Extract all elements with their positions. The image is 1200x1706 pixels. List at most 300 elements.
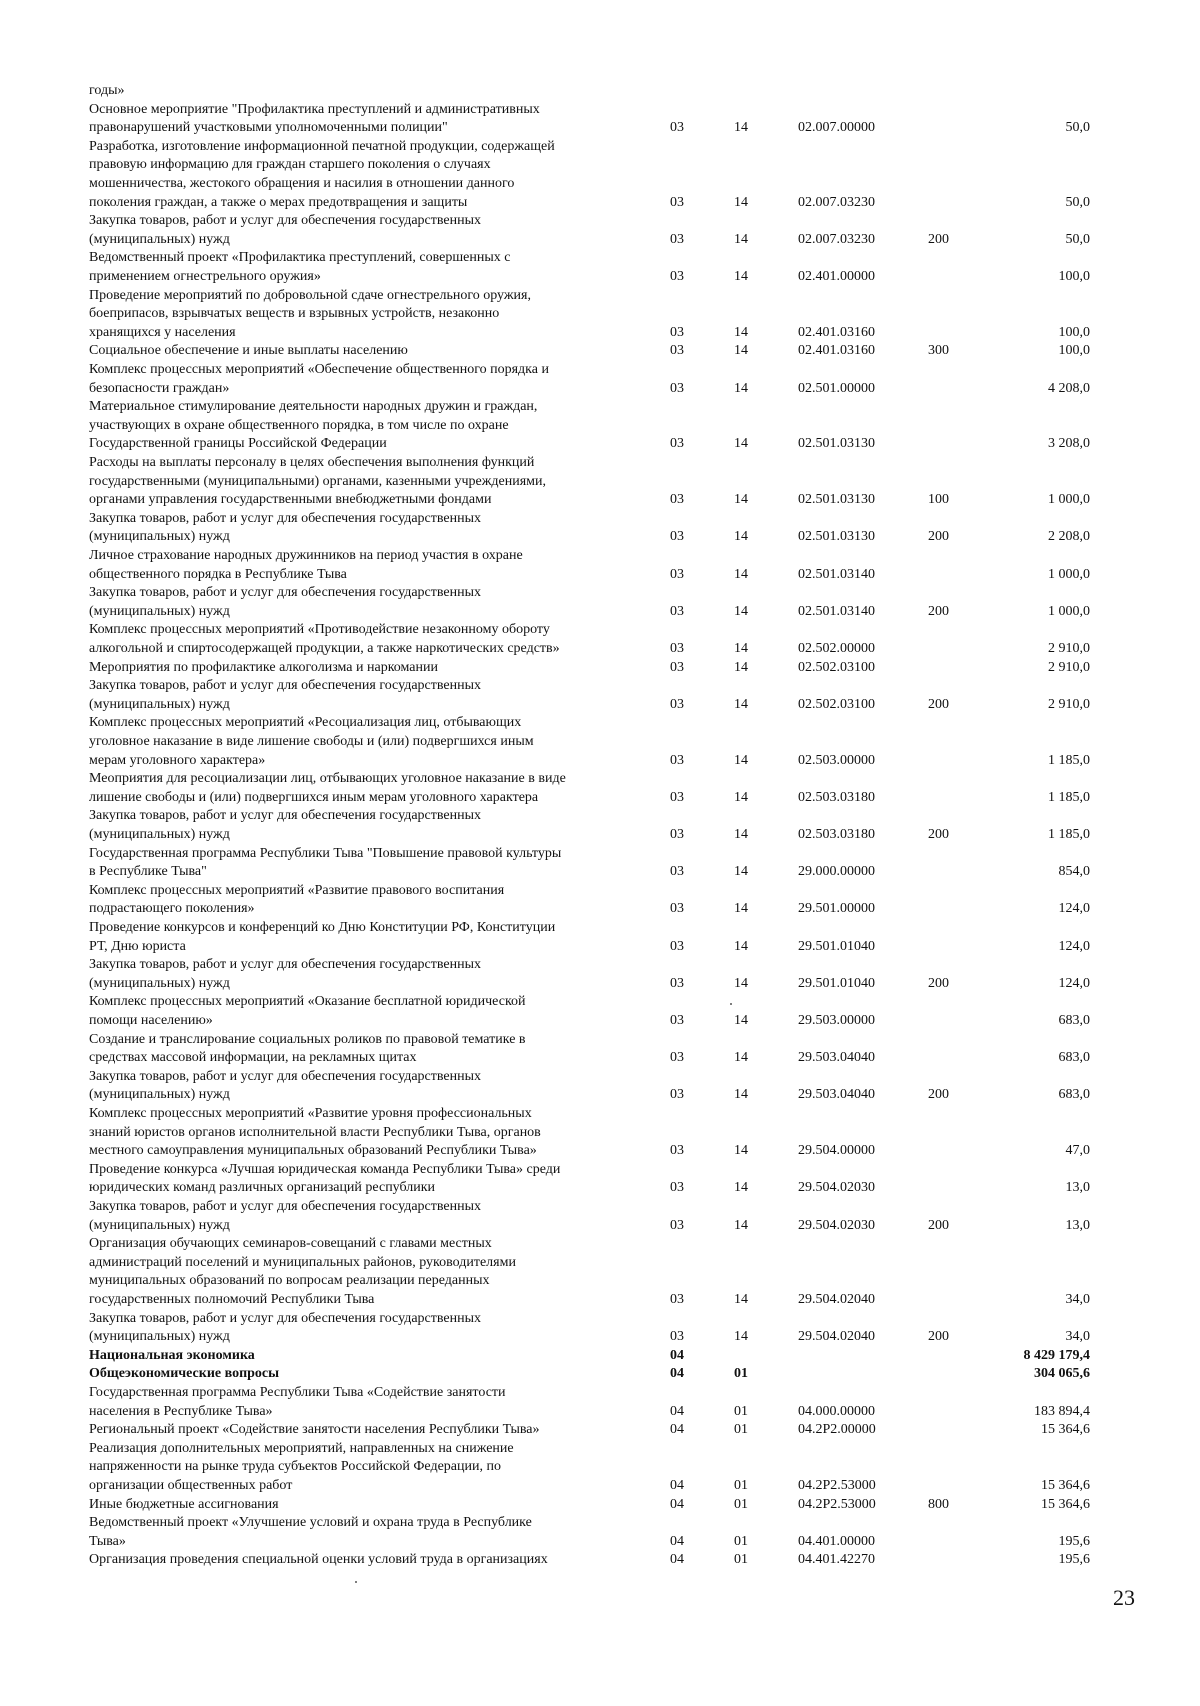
row-name [89,1496,649,1515]
target-article-code: 04.000.00000 [798,1403,875,1419]
row-name-line: годы» [89,83,125,98]
section-code: 03 [670,864,684,880]
target-article-code: 29.504.02040 [798,1291,875,1307]
section-code: 03 [670,268,684,284]
row-name-line: Комплекс процессных мероприятий «Обеспечение общественного порядка и [89,362,549,377]
expense-type-code: 200 [928,1087,949,1103]
section-code: 04 [670,1403,684,1419]
subsection-code: 14 [734,1329,748,1345]
target-article-code: 29.503.04040 [798,1087,875,1103]
row-name-line: Закупка товаров, работ и услуг для обеспечения государственных [89,808,482,824]
table-row [0,1031,1200,1068]
row-name [89,659,649,678]
row-name-line: (муниципальных) нужд [89,1329,230,1345]
subsection-code: 14 [734,231,748,247]
row-name-line: Иные бюджетные ассигнования [89,1496,279,1512]
amount: 100,0 [1058,324,1090,340]
subsection-code: 14 [734,324,748,340]
table-row [0,249,1200,286]
section-code: 03 [670,324,684,340]
expense-type-code: 200 [928,826,949,842]
row-name [89,249,649,286]
row-name [89,361,649,398]
section-code: 03 [670,436,684,452]
row-name-line: организации общественных работ [89,1477,293,1493]
amount: 4 208,0 [1048,380,1090,396]
subsection-code: 14 [734,1291,748,1307]
row-name [89,212,649,249]
section-code: 03 [670,1217,684,1233]
amount: 50,0 [1065,231,1090,247]
table-row [0,919,1200,956]
table-row [0,547,1200,584]
row-name [89,714,649,770]
row-name-line: Комплекс процессных мероприятий «Развитие правового воспитания [89,882,505,898]
target-article-code: 02.401.03160 [798,324,875,340]
row-name [89,807,649,844]
row-name [89,82,649,101]
amount: 1 185,0 [1048,789,1090,805]
table-row [0,101,1200,138]
amount: 1 185,0 [1048,826,1090,842]
subsection-code: 14 [734,194,748,210]
subsection-code: 14 [734,938,748,954]
target-article-code: 29.000.00000 [798,864,875,880]
subsection-code: 14 [734,436,748,452]
row-name-line: Региональный проект «Содействие занятости населения Республики Тыва» [89,1422,540,1438]
table-row [0,993,1200,1030]
row-name-line: применением огнестрельного оружия» [89,268,321,284]
target-article-code: 02.502.00000 [798,640,875,656]
row-name-line: боеприпасов, взрывчатых веществ и взрывных устройств, незаконно [89,306,500,322]
table-row [0,287,1200,343]
target-article-code: 02.007.03230 [798,194,875,210]
row-name-line: Государственная программа Республики Тыва «Содействие занятости [89,1385,506,1400]
row-name-line: хранящихся у населения [89,324,236,340]
amount: 1 000,0 [1048,566,1090,582]
row-name [89,1310,649,1347]
row-name [89,956,649,993]
section-code: 04 [670,1496,684,1512]
amount: 3 208,0 [1048,436,1090,452]
row-name-line: Расходы на выплаты персоналу в целях обеспечения выполнения функций [89,455,535,470]
row-name [89,1551,649,1570]
row-name [89,1161,649,1198]
section-code: 03 [670,380,684,396]
row-name-line: Закупка товаров, работ и услуг для обеспечения государственных [89,957,482,973]
row-name-line: Закупка товаров, работ и услуг для обеспечения государственных [89,678,482,694]
target-article-code: 29.503.00000 [798,1012,875,1028]
table-row [0,845,1200,882]
target-article-code: 04.2Р2.53000 [798,1478,876,1493]
row-name [89,677,649,714]
row-name-line: помощи населению» [89,1012,213,1028]
subsection-code: 14 [734,120,748,136]
table-row [0,621,1200,658]
section-code: 04 [670,1366,684,1382]
row-name [89,454,649,510]
target-article-code: 02.501.03130 [798,436,875,452]
expense-type-code: 300 [928,343,949,359]
amount: 15 364,6 [1041,1422,1090,1438]
target-article-code: 29.503.04040 [798,1050,875,1066]
table-row [0,138,1200,212]
row-name [89,770,649,807]
row-name [89,398,649,454]
row-name-line: Меоприятия для ресоциализации лиц, отбывающих уголовное наказание в виде [89,771,566,787]
target-article-code: 02.501.03140 [798,566,875,582]
row-name-line: Социальное обеспечение и иные выплаты населению [89,343,408,359]
subsection-code: 01 [734,1496,748,1512]
section-code: 04 [670,1552,684,1568]
row-name-line: Государственная программа Республики Тыва "Повышение правовой культуры [89,845,562,861]
row-name [89,1105,649,1161]
row-name-line: Закупка товаров, работ и услуг для обеспечения государственных [89,1310,482,1326]
target-article-code: 02.503.03180 [798,826,875,842]
row-name [89,1440,649,1496]
subsection-code: 14 [734,1217,748,1233]
expense-type-code: 100 [928,492,949,508]
section-code: 03 [670,826,684,842]
row-name-line: муниципальных образований по вопросам реализации переданных [89,1273,490,1289]
section-code: 03 [670,640,684,656]
row-name-line: Мероприятия по профилактике алкоголизма и наркомании [89,659,438,675]
row-name [89,993,649,1030]
amount: 15 364,6 [1041,1478,1090,1493]
row-name [89,547,649,584]
row-name-line: мерам уголовного характера» [89,752,266,768]
section-code: 03 [670,120,684,136]
section-code: 03 [670,696,684,712]
row-name [89,1347,649,1366]
row-name-line: уголовное наказание в виде лишение свободы и (или) подвергшихся иным [89,733,534,749]
table-row [0,212,1200,249]
subsection-code: 14 [734,901,748,917]
row-name-line: Комплекс процессных мероприятий «Развитие уровня профессиональных [89,1106,532,1121]
subsection-code: 14 [734,380,748,396]
amount: 2 208,0 [1048,529,1090,545]
row-name-line: органами управления государственными внебюджетными фондами [89,492,492,508]
row-name-line: Комплекс процессных мероприятий «Ресоциализация лиц, отбывающих [89,715,522,731]
table-row [0,1198,1200,1235]
amount: 15 364,6 [1041,1496,1090,1512]
row-name [89,1031,649,1068]
amount: 304 065,6 [1034,1366,1090,1382]
amount: 13,0 [1065,1180,1090,1196]
row-name [89,1068,649,1105]
table-row [0,1068,1200,1105]
target-article-code: 02.501.03130 [798,492,875,508]
row-name [89,1421,649,1440]
target-article-code: 02.007.00000 [798,120,875,136]
row-name-line: местного самоуправления муниципальных образований Республики Тыва» [89,1143,537,1159]
row-name-line: подрастающего поколения» [89,901,255,917]
row-name [89,882,649,919]
row-name-line: Государственной границы Российской Федерации [89,436,387,452]
row-name-line: (муниципальных) нужд [89,696,230,712]
section-code: 03 [670,789,684,805]
subsection-code: 14 [734,789,748,805]
table-row [0,677,1200,714]
row-name [89,1235,649,1309]
expense-type-code: 200 [928,603,949,619]
subsection-code: 14 [734,640,748,656]
row-name-line: Закупка товаров, работ и услуг для обеспечения государственных [89,510,482,526]
section-code: 03 [670,529,684,545]
row-name-line: Закупка товаров, работ и услуг для обеспечения государственных [89,585,482,601]
subsection-code: 01 [734,1403,748,1419]
row-name-line: в Республике Тыва" [89,864,207,880]
row-name [89,1514,649,1551]
target-article-code: 02.401.00000 [798,268,875,284]
subsection-code: 14 [734,529,748,545]
table-row [0,454,1200,510]
table-row [0,1514,1200,1551]
section-code: 03 [670,975,684,991]
section-code: 04 [670,1422,684,1438]
amount: 13,0 [1065,1217,1090,1233]
row-name-line: Личное страхование народных дружинников на период участия в охране [89,548,523,563]
subsection-code: 14 [734,826,748,842]
row-name [89,919,649,956]
amount: 195,6 [1058,1533,1090,1549]
amount: 50,0 [1065,120,1090,136]
row-name-line: государственных полномочий Республики Тыва [89,1291,375,1307]
expense-type-code: 200 [928,1329,949,1345]
row-name-line: Ведомственный проект «Профилактика преступлений, совершенных с [89,250,511,266]
row-name-line: (муниципальных) нужд [89,1217,230,1233]
target-article-code: 02.502.03100 [798,659,875,675]
table-row [0,361,1200,398]
table-row [0,1440,1200,1496]
subsection-code: 14 [734,492,748,508]
section-code: 04 [670,1347,684,1363]
row-name [89,584,649,621]
section-code: 03 [670,603,684,619]
section-code: 03 [670,1050,684,1066]
subsection-code: 14 [734,1087,748,1103]
row-name-line: лишение свободы и (или) подвергшихся иным мерам уголовного характера [89,789,539,805]
amount: 34,0 [1065,1329,1090,1345]
amount: 124,0 [1058,975,1090,991]
row-name-line: средствах массовой информации, на рекламных щитах [89,1050,417,1066]
target-article-code: 02.503.03180 [798,789,875,805]
section-code: 03 [670,566,684,582]
target-article-code: 02.501.00000 [798,380,875,396]
subsection-code: 14 [734,343,748,359]
section-code: 03 [670,901,684,917]
subsection-code: 14 [734,566,748,582]
row-name [89,138,649,212]
section-code: 03 [670,659,684,675]
row-name [89,287,649,343]
table-row [0,1496,1200,1515]
amount: 100,0 [1058,343,1090,359]
row-name-line: населения в Республике Тыва» [89,1403,273,1419]
row-name-line: юридических команд различных организаций республики [89,1180,436,1196]
expense-type-code: 200 [928,231,949,247]
row-name-line: Закупка товаров, работ и услуг для обеспечения государственных [89,213,482,229]
row-name [89,1365,649,1384]
expense-type-code: 200 [928,696,949,712]
amount: 47,0 [1065,1143,1090,1159]
amount: 1 000,0 [1048,603,1090,619]
table-row [0,1235,1200,1309]
section-code: 03 [670,752,684,768]
target-article-code: 02.007.03230 [798,231,875,247]
subsection-code: 14 [734,752,748,768]
row-name-line: участвующих в охране общественного порядка, в том числе по охране [89,417,509,433]
row-name-line: Материальное стимулирование деятельности народных дружин и граждан, [89,399,538,415]
row-name [89,621,649,658]
section-code: 03 [670,1180,684,1196]
target-article-code: 29.501.01040 [798,938,875,954]
scan-speck [730,1003,732,1005]
section-code: 03 [670,938,684,954]
row-name [89,845,649,882]
table-row [0,956,1200,993]
row-name-line: Закупка товаров, работ и услуг для обеспечения государственных [89,1068,482,1084]
row-name-line: Реализация дополнительных мероприятий, направленных на снижение [89,1440,514,1456]
amount: 683,0 [1058,1012,1090,1028]
table-row [0,1310,1200,1347]
target-article-code: 02.503.00000 [798,752,875,768]
amount: 1 185,0 [1048,752,1090,768]
amount: 124,0 [1058,938,1090,954]
amount: 2 910,0 [1048,696,1090,712]
subsection-code: 01 [734,1366,748,1382]
row-name-line: (муниципальных) нужд [89,975,230,991]
section-code: 04 [670,1478,684,1493]
expense-type-code: 200 [928,975,949,991]
table-row [0,882,1200,919]
row-name-line: Организация обучающих семинаров-совещаний с главами местных [89,1236,492,1252]
section-code: 03 [670,492,684,508]
subsection-code: 01 [734,1478,748,1493]
subsection-code: 14 [734,696,748,712]
amount: 100,0 [1058,268,1090,284]
expense-type-code: 200 [928,1217,949,1233]
row-name [89,510,649,547]
row-name-line: Тыва» [89,1533,126,1549]
table-row [0,714,1200,770]
row-name-line: Комплекс процессных мероприятий «Оказание бесплатной юридической [89,994,526,1010]
section-code: 03 [670,1329,684,1345]
table-row [0,807,1200,844]
expense-type-code: 200 [928,529,949,545]
amount: 34,0 [1065,1291,1090,1307]
subsection-code: 01 [734,1422,748,1438]
section-row [0,1365,1200,1384]
subsection-code: 14 [734,659,748,675]
amount: 124,0 [1058,901,1090,917]
section-code: 03 [670,1143,684,1159]
row-name-line: безопасности граждан» [89,380,230,396]
row-name-line: Общеэкономические вопросы [89,1366,280,1382]
row-name-line: (муниципальных) нужд [89,529,230,545]
target-article-code: 29.504.02030 [798,1180,875,1196]
table-row [0,398,1200,454]
row-name-line: Разработка, изготовление информационной печатной продукции, содержащей [89,138,555,154]
subsection-code: 14 [734,1180,748,1196]
table-row [0,510,1200,547]
expense-type-code: 800 [928,1496,949,1512]
target-article-code: 02.501.03140 [798,603,875,619]
row-name-line: Организация проведения специальной оценки условий труда в организациях [89,1552,548,1568]
row-name [89,1198,649,1235]
section-code: 03 [670,194,684,210]
section-code: 03 [670,1012,684,1028]
row-name-line: Закупка товаров, работ и услуг для обеспечения государственных [89,1199,482,1214]
table-row [0,1161,1200,1198]
subsection-code: 14 [734,1012,748,1028]
target-article-code: 29.504.02030 [798,1217,875,1233]
row-name-line: правовую информацию для граждан старшего поколения о случаях [89,157,491,173]
subsection-code: 14 [734,1143,748,1159]
section-code: 03 [670,1087,684,1103]
scan-speck [355,1581,357,1583]
amount: 1 000,0 [1048,492,1090,508]
target-article-code: 04.401.00000 [798,1533,875,1549]
row-name [89,1384,649,1421]
table-row [0,770,1200,807]
table-row [0,1551,1200,1570]
target-article-code: 04.2Р2.00000 [798,1422,876,1438]
target-article-code: 29.501.00000 [798,901,875,917]
row-name-line: Национальная экономика [89,1347,255,1363]
row-name-line: напряженности на рынке труда субъектов Российской Федерации, по [89,1459,501,1475]
table-row [0,82,1200,101]
row-name-line: Основное мероприятие "Профилактика преступлений и административных [89,101,540,117]
row-name-line: алкогольной и спиртосодержащей продукции, а также наркотических средств» [89,640,560,656]
row-name-line: (муниципальных) нужд [89,603,230,619]
row-name-line: (муниципальных) нужд [89,826,230,842]
amount: 683,0 [1058,1050,1090,1066]
target-article-code: 02.501.03130 [798,529,875,545]
subsection-code: 14 [734,1050,748,1066]
row-name-line: Проведение конкурса «Лучшая юридическая команда Республики Тыва» среди [89,1161,561,1177]
amount: 8 429 179,4 [1023,1347,1090,1363]
amount: 195,6 [1058,1552,1090,1568]
row-name-line: правонарушений участковыми уполномоченными полиции" [89,120,448,136]
row-name [89,342,649,361]
amount: 50,0 [1065,194,1090,210]
row-name-line: Комплекс процессных мероприятий «Противодействие незаконному обороту [89,622,550,638]
table-row [0,342,1200,361]
row-name-line: поколения граждан, а также о мерах предотвращения и защиты [89,194,468,210]
row-name-line: администраций поселений и муниципальных районов, руководителями [89,1254,516,1270]
target-article-code: 04.2Р2.53000 [798,1496,876,1512]
table-row [0,1421,1200,1440]
amount: 854,0 [1058,864,1090,880]
table-row [0,584,1200,621]
section-code: 04 [670,1533,684,1549]
amount: 2 910,0 [1048,659,1090,675]
section-code: 03 [670,343,684,359]
section-code: 03 [670,1291,684,1307]
row-name-line: Создание и транслирование социальных роликов по правовой тематике в [89,1031,526,1047]
row-name-line: знаний юристов органов исполнительной власти Республики Тыва, органов [89,1124,541,1140]
subsection-code: 14 [734,603,748,619]
row-name-line: Проведение конкурсов и конференций ко Дню Конституции РФ, Конституции [89,920,556,935]
row-name [89,101,649,138]
target-article-code: 02.401.03160 [798,343,875,359]
subsection-code: 14 [734,864,748,880]
table-row [0,659,1200,678]
section-code: 03 [670,231,684,247]
subsection-code: 01 [734,1533,748,1549]
table-row [0,1384,1200,1421]
